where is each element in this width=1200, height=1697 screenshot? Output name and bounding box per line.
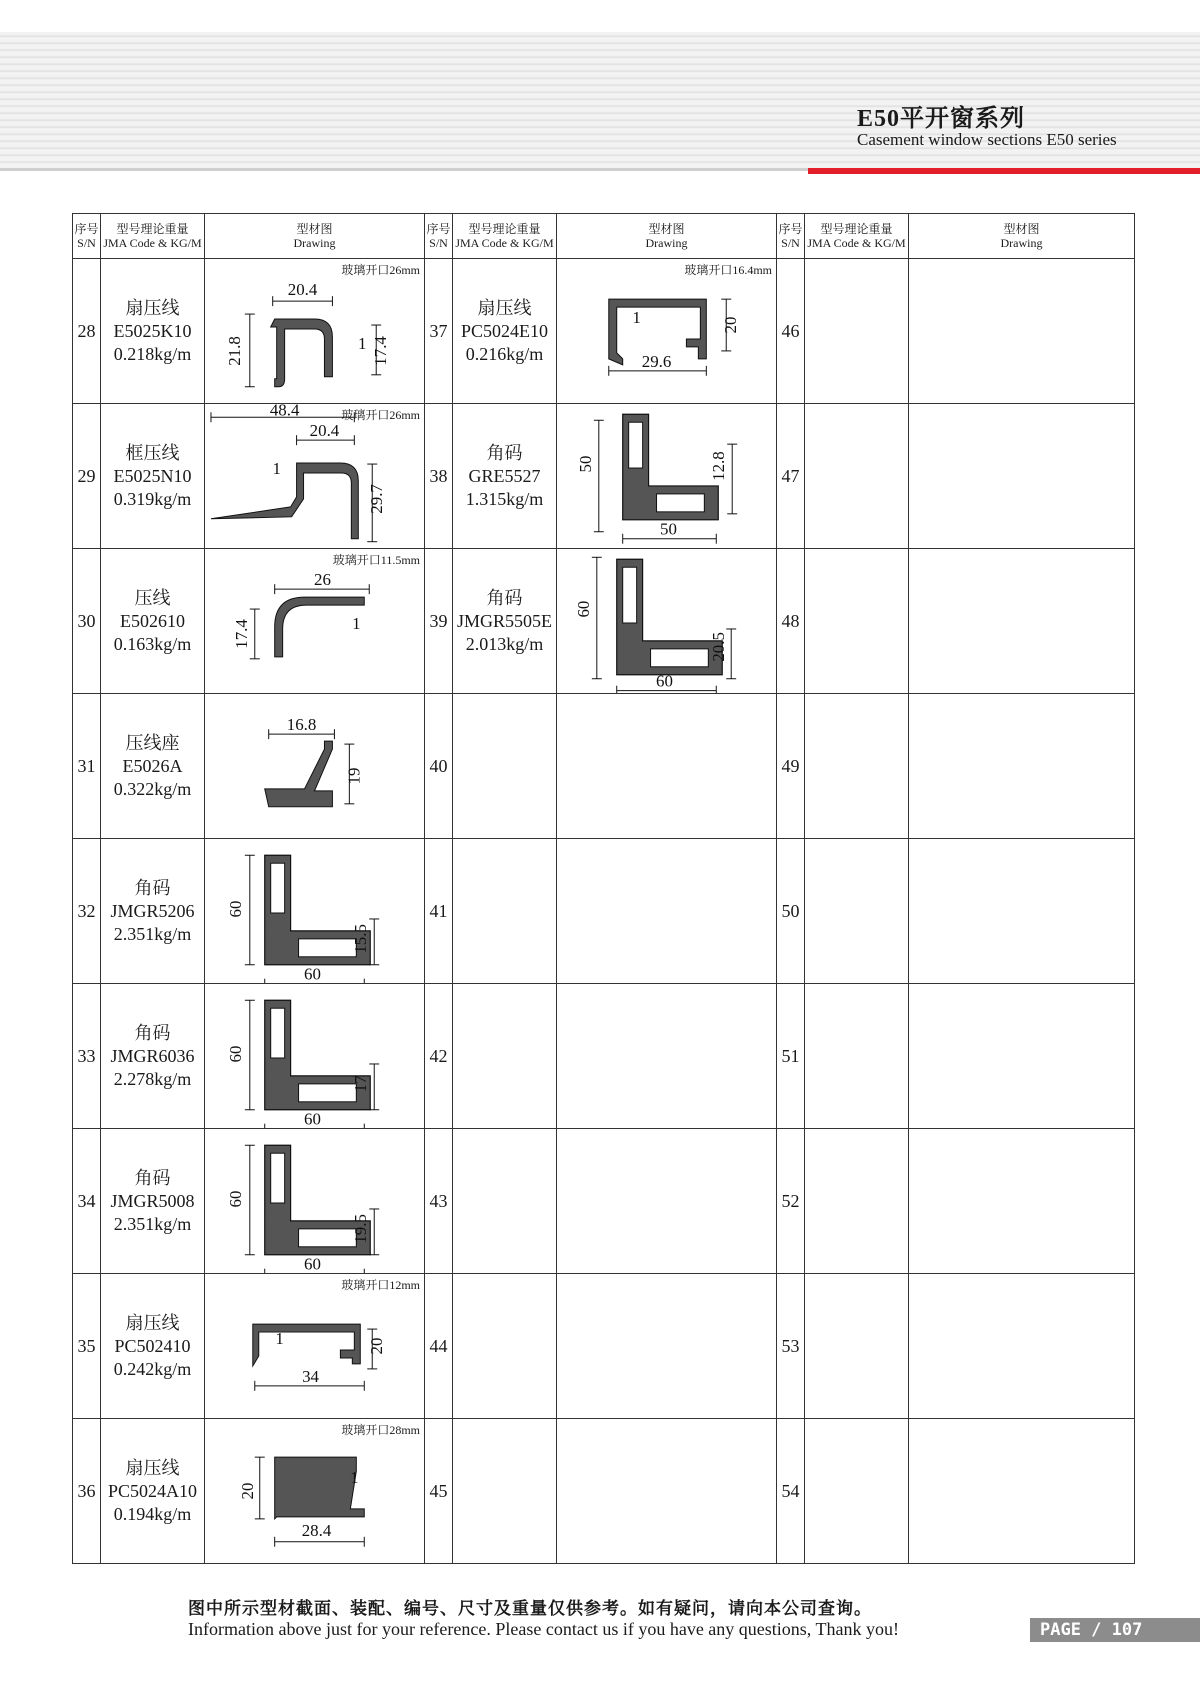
dimension-label: 48.4 xyxy=(269,404,300,420)
profile-weight: 0.319kg/m xyxy=(113,488,192,509)
table-row xyxy=(73,1419,1135,1564)
profile-weight: 0.216kg/m xyxy=(465,343,544,364)
code-weight-cell xyxy=(101,1274,205,1419)
drawing-cell xyxy=(557,839,777,984)
serial-number-cell: 41 xyxy=(425,839,453,984)
dimension-label: 1 xyxy=(632,308,641,328)
profile-name: 扇压线 xyxy=(477,297,532,318)
profile-drawing xyxy=(205,549,424,693)
serial-number-cell: 28 xyxy=(73,259,101,404)
drawing-cell xyxy=(557,984,777,1129)
code-weight-cell xyxy=(453,694,557,839)
code-weight-cell xyxy=(453,1419,557,1564)
profile-name: 框压线 xyxy=(125,442,180,463)
header-code: 型号理论重量 JMA Code & KG/M xyxy=(805,214,909,259)
code-weight-cell xyxy=(453,984,557,1129)
profile-name: 角码 xyxy=(486,442,523,463)
drawing-cell xyxy=(557,549,777,694)
glass-opening-label: 玻璃开口28mm xyxy=(341,1423,420,1437)
code-weight-cell xyxy=(453,549,557,694)
code-weight-cell xyxy=(805,694,909,839)
dimension-label: 12.8 xyxy=(709,451,729,481)
glass-opening-label: 玻璃开口11.5mm xyxy=(332,553,420,567)
serial-number-cell: 40 xyxy=(425,694,453,839)
table-row xyxy=(73,404,1135,549)
header-sn: 序号 S/N xyxy=(425,214,453,259)
profile-weight: 0.218kg/m xyxy=(113,343,192,364)
drawing-cell xyxy=(909,694,1135,839)
header-rule xyxy=(0,168,808,171)
drawing-cell xyxy=(205,839,425,984)
dimension-label: 19 xyxy=(344,767,364,785)
serial-number-cell: 38 xyxy=(425,404,453,549)
serial-number-cell: 44 xyxy=(425,1274,453,1419)
table-row xyxy=(73,549,1135,694)
serial-number-cell: 36 xyxy=(73,1419,101,1564)
dimension-label: 60 xyxy=(304,964,321,983)
drawing-cell xyxy=(205,1274,425,1419)
page-number: PAGE / 107 xyxy=(1030,1618,1200,1642)
profile-info xyxy=(101,1167,204,1236)
profile-info xyxy=(101,1457,204,1526)
profile-weight: 2.351kg/m xyxy=(113,1213,192,1234)
profile-info xyxy=(101,877,204,946)
serial-number-cell: 47 xyxy=(777,404,805,549)
profile-weight: 1.315kg/m xyxy=(465,488,544,509)
drawing-cell xyxy=(557,259,777,404)
code-weight-cell xyxy=(453,839,557,984)
code-weight-cell xyxy=(101,259,205,404)
dimension-label: 50 xyxy=(660,519,677,539)
profile-name: 角码 xyxy=(134,1022,171,1043)
code-weight-cell xyxy=(805,984,909,1129)
code-weight-cell xyxy=(453,259,557,404)
profile-weight: 0.322kg/m xyxy=(113,778,192,799)
dimension-label: 21.8 xyxy=(224,336,244,366)
table-header-row xyxy=(73,214,1135,259)
code-weight-cell xyxy=(101,404,205,549)
profile-info xyxy=(101,297,204,366)
drawing-cell xyxy=(909,984,1135,1129)
code-weight-cell xyxy=(453,1129,557,1274)
serial-number-cell: 39 xyxy=(425,549,453,694)
dimension-label: 50 xyxy=(575,455,595,473)
header-drawing: 型材图 Drawing xyxy=(909,214,1135,259)
profile-weight: 0.163kg/m xyxy=(113,633,192,654)
dimension-label: 60 xyxy=(304,1109,321,1128)
profile-name: 角码 xyxy=(134,1167,171,1188)
serial-number-cell: 50 xyxy=(777,839,805,984)
glass-opening-label: 玻璃开口16.4mm xyxy=(684,263,772,277)
serial-number-cell: 43 xyxy=(425,1129,453,1274)
code-weight-cell xyxy=(101,694,205,839)
code-weight-cell xyxy=(101,549,205,694)
serial-number-cell: 53 xyxy=(777,1274,805,1419)
profile-weight: 2.278kg/m xyxy=(113,1068,192,1089)
code-weight-cell xyxy=(805,259,909,404)
table-row xyxy=(73,1274,1135,1419)
profile-name: 压线 xyxy=(134,587,171,608)
header-sn: 序号 S/N xyxy=(777,214,805,259)
profile-table xyxy=(72,213,1135,1564)
table-row xyxy=(73,1129,1135,1274)
footer-note-en: Information above just for your reference. Please contact us if you have any questions, Thank you! xyxy=(188,1619,899,1639)
header-accent-bar xyxy=(808,168,1200,174)
header-drawing: 型材图 Drawing xyxy=(557,214,777,259)
profile-code: JMGR6036 xyxy=(110,1045,195,1066)
drawing-cell xyxy=(557,1419,777,1564)
drawing-cell xyxy=(909,259,1135,404)
dimension-label: 15.5 xyxy=(351,924,371,954)
serial-number-cell: 51 xyxy=(777,984,805,1129)
table-row xyxy=(73,839,1135,984)
code-weight-cell xyxy=(805,1274,909,1419)
serial-number-cell: 30 xyxy=(73,549,101,694)
serial-number-cell: 32 xyxy=(73,839,101,984)
profile-drawing xyxy=(205,1129,424,1273)
dimension-label: 60 xyxy=(304,1254,321,1273)
dimension-label: 28.4 xyxy=(301,1520,332,1540)
serial-number-cell: 31 xyxy=(73,694,101,839)
profile-code: E5025K10 xyxy=(113,320,192,341)
profile-code: PC502410 xyxy=(114,1335,191,1356)
dimension-label: 20.5 xyxy=(709,632,729,662)
serial-number-cell: 33 xyxy=(73,984,101,1129)
drawing-cell xyxy=(205,259,425,404)
serial-number-cell: 48 xyxy=(777,549,805,694)
drawing-cell xyxy=(557,1129,777,1274)
header-code: 型号理论重量 JMA Code & KG/M xyxy=(101,214,205,259)
glass-opening-label: 玻璃开口12mm xyxy=(341,1278,420,1292)
serial-number-cell: 35 xyxy=(73,1274,101,1419)
glass-opening-label: 玻璃开口26mm xyxy=(341,408,420,422)
profile-drawing xyxy=(205,694,424,838)
profile-name: 扇压线 xyxy=(125,1312,180,1333)
profile-name: 扇压线 xyxy=(125,1457,180,1478)
dimension-label: 60 xyxy=(656,671,673,691)
serial-number-cell: 37 xyxy=(425,259,453,404)
profile-name: 角码 xyxy=(134,877,171,898)
code-weight-cell xyxy=(101,839,205,984)
profile-drawing xyxy=(205,259,424,403)
serial-number-cell: 42 xyxy=(425,984,453,1129)
dimension-label: 20 xyxy=(237,1482,257,1500)
dimension-label: 16.8 xyxy=(286,715,317,735)
profile-info xyxy=(101,1312,204,1381)
drawing-cell xyxy=(909,1419,1135,1564)
table-row xyxy=(73,984,1135,1129)
dimension-label: 60 xyxy=(225,900,245,918)
drawing-cell xyxy=(205,1419,425,1564)
dimension-label: 20.4 xyxy=(309,421,340,441)
drawing-cell xyxy=(909,549,1135,694)
dimension-label: 60 xyxy=(225,1045,245,1063)
dimension-label: 17 xyxy=(351,1075,371,1093)
code-weight-cell xyxy=(101,1129,205,1274)
code-weight-cell xyxy=(453,404,557,549)
dimension-label: 20 xyxy=(721,316,741,334)
drawing-cell xyxy=(909,1129,1135,1274)
code-weight-cell xyxy=(101,984,205,1129)
table-row xyxy=(73,259,1135,404)
code-weight-cell xyxy=(805,1129,909,1274)
code-weight-cell xyxy=(805,404,909,549)
drawing-cell xyxy=(557,694,777,839)
dimension-label: 1 xyxy=(358,333,367,353)
serial-number-cell: 46 xyxy=(777,259,805,404)
dimension-label: 26 xyxy=(314,570,331,590)
dimension-label: 60 xyxy=(573,600,593,618)
drawing-cell xyxy=(909,404,1135,549)
profile-info xyxy=(101,442,204,511)
profile-code: E5026A xyxy=(122,755,183,776)
dimension-label: 1 xyxy=(350,1468,359,1488)
dimension-label: 1 xyxy=(272,459,281,479)
drawing-cell xyxy=(909,1274,1135,1419)
code-weight-cell xyxy=(101,1419,205,1564)
profile-weight: 2.013kg/m xyxy=(465,633,544,654)
profile-drawing xyxy=(205,839,424,983)
dimension-label: 20.4 xyxy=(287,280,318,300)
profile-drawing xyxy=(205,984,424,1128)
glass-opening-label: 玻璃开口26mm xyxy=(341,263,420,277)
profile-weight: 0.194kg/m xyxy=(113,1503,192,1524)
serial-number-cell: 54 xyxy=(777,1419,805,1564)
profile-name: 角码 xyxy=(486,587,523,608)
profile-code: GRE5527 xyxy=(468,465,541,486)
page-subtitle: Casement window sections E50 series xyxy=(857,130,1117,149)
drawing-cell xyxy=(205,984,425,1129)
profile-weight: 2.351kg/m xyxy=(113,923,192,944)
code-weight-cell xyxy=(805,549,909,694)
dimension-label: 34 xyxy=(302,1366,319,1386)
code-weight-cell xyxy=(805,1419,909,1564)
header-sn: 序号 S/N xyxy=(73,214,101,259)
dimension-label: 29.7 xyxy=(367,484,387,514)
profile-code: E5025N10 xyxy=(113,465,192,486)
serial-number-cell: 45 xyxy=(425,1419,453,1564)
page-title: E50平开窗系列 xyxy=(857,106,1026,132)
profile-drawing xyxy=(205,404,424,548)
profile-name: 压线座 xyxy=(125,732,180,753)
profile-info xyxy=(453,297,556,366)
profile-name: 扇压线 xyxy=(125,297,180,318)
profile-code: PC5024A10 xyxy=(107,1480,197,1501)
dimension-label: 29.6 xyxy=(641,351,672,371)
drawing-cell xyxy=(909,839,1135,984)
footer-note-cn: 图中所示型材截面、装配、编号、尺寸及重量仅供参考。如有疑问，请向本公司查询。 xyxy=(188,1599,872,1619)
dimension-label: 60 xyxy=(225,1190,245,1208)
table-body xyxy=(73,259,1135,1564)
dimension-label: 20 xyxy=(367,1337,387,1355)
drawing-cell xyxy=(205,549,425,694)
profile-drawing xyxy=(205,1419,424,1563)
profile-info xyxy=(101,1022,204,1091)
code-weight-cell xyxy=(805,839,909,984)
profile-code: PC5024E10 xyxy=(460,320,548,341)
serial-number-cell: 29 xyxy=(73,404,101,549)
serial-number-cell: 49 xyxy=(777,694,805,839)
profile-info xyxy=(453,442,556,511)
dimension-label: 1 xyxy=(275,1329,284,1349)
dimension-label: 1 xyxy=(352,613,361,633)
code-weight-cell xyxy=(453,1274,557,1419)
profile-code: JMGR5008 xyxy=(110,1190,195,1211)
header-drawing: 型材图 Drawing xyxy=(205,214,425,259)
header-code: 型号理论重量 JMA Code & KG/M xyxy=(453,214,557,259)
profile-drawing xyxy=(205,1274,424,1418)
dimension-label: 17.4 xyxy=(231,619,251,649)
drawing-cell xyxy=(205,404,425,549)
profile-drawing xyxy=(557,259,776,403)
drawing-cell xyxy=(205,1129,425,1274)
serial-number-cell: 34 xyxy=(73,1129,101,1274)
drawing-cell xyxy=(557,1274,777,1419)
table-row xyxy=(73,694,1135,839)
profile-code: E502610 xyxy=(120,610,185,631)
profile-code: JMGR5206 xyxy=(110,900,195,921)
profile-drawing xyxy=(557,549,776,693)
profile-info xyxy=(101,587,204,656)
profile-code: JMGR5505E xyxy=(456,610,552,631)
serial-number-cell: 52 xyxy=(777,1129,805,1274)
dimension-label: 17.4 xyxy=(371,336,391,366)
dimension-label: 19.5 xyxy=(351,1214,371,1244)
profile-weight: 0.242kg/m xyxy=(113,1358,192,1379)
profile-info xyxy=(101,732,204,801)
drawing-cell xyxy=(557,404,777,549)
profile-info xyxy=(453,587,556,656)
profile-drawing xyxy=(557,404,776,548)
drawing-cell xyxy=(205,694,425,839)
